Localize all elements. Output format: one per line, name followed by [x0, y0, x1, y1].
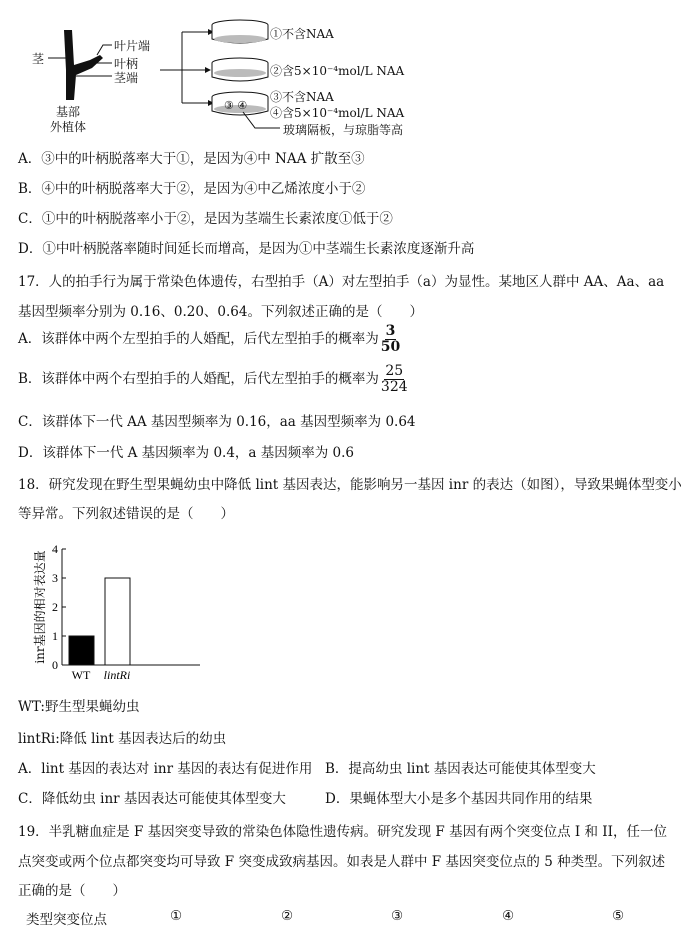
table-header-1: ① — [170, 908, 183, 924]
petri-dish-1 — [212, 20, 268, 43]
y-tick-label: 2 — [52, 600, 58, 614]
table-header-5: ⑤ — [612, 908, 625, 924]
x-tick-label: lintRi — [103, 668, 131, 682]
stem-end-label: 茎端 — [114, 71, 139, 85]
q18-stem-2: 等异常。下列叙述错误的是（ ） — [18, 506, 234, 522]
petiole-label: 叶柄 — [114, 57, 139, 71]
glass-divider-label: 玻璃隔板，与琼脂等高 — [283, 123, 404, 137]
q18-option-b: B．提高幼虫 lint 基因表达可能使其体型变大 — [325, 761, 596, 777]
explant-label-1: 基部 — [56, 105, 81, 119]
table-header-type: 类型突变位点 — [26, 912, 107, 928]
dish-3-label: ③不含NAA — [270, 90, 334, 104]
q18-option-c: C．降低幼虫 inr 基因表达可能使其体型变大 — [18, 791, 286, 807]
q17-option-d: D．该群体下一代 A 基因频率为 0.4，a 基因频率为 0.6 — [18, 445, 355, 461]
q17-option-a — [18, 324, 400, 355]
y-tick-label: 1 — [52, 629, 58, 643]
q19-stem-2: 点突变或两个位点都突变均可导致 F 突变成致病基因。如表是人群中 F 基因突变位点的 5 种类型。下列叙述 — [18, 854, 666, 870]
table-header-3: ③ — [391, 908, 404, 924]
dish-2-label: ②含5×10⁻⁴mol/L NAA — [270, 64, 405, 78]
q18-note-lintri: lintRi:降低 lint 基因表达后的幼虫 — [18, 731, 227, 747]
numerator: 3 — [385, 323, 396, 339]
dish-1-label: ①不含NAA — [270, 27, 334, 41]
q16-option-a: A．③中的叶柄脱落率大于①，是因为④中 NAA 扩散至③ — [18, 151, 365, 167]
q17-option-b — [18, 364, 408, 395]
table-header-4: ④ — [502, 908, 515, 924]
dish-3-inner-label: ③ ④ — [224, 99, 248, 112]
explant-label-2: 外植体 — [50, 120, 87, 134]
q19-stem-1: 19．半乳糖血症是 F 基因突变导致的常染色体隐性遗传病。研究发现 F 基因有两个突变位点 I 和 II，任一位 — [18, 824, 667, 840]
denominator: 324 — [380, 379, 408, 395]
inr-expression-chart — [0, 530, 200, 690]
fraction — [381, 324, 400, 355]
q19-stem-3: 正确的是（ ） — [18, 883, 126, 899]
q18-stem-1: 18．研究发现在野生型果蝇幼虫中降低 lint 基因表达，能影响另一基因 inr 的表达（如图），导致果蝇体型变小 — [18, 477, 682, 493]
q16-option-d: D．①中叶柄脱落率随时间延长而增高，是因为①中茎端生长素浓度逐渐升高 — [18, 241, 475, 257]
table-header-2: ② — [281, 908, 294, 924]
petri-dish-2 — [212, 58, 268, 81]
q16-option-b: B．④中的叶柄脱落率大于②，是因为④中乙烯浓度小于② — [18, 181, 366, 197]
y-tick-label: 3 — [52, 571, 58, 585]
x-tick-label: WT — [71, 668, 91, 682]
numerator: 25 — [385, 363, 404, 379]
y-tick-label: 4 — [52, 542, 58, 556]
bar-WT — [69, 636, 94, 665]
explant-drawing — [64, 30, 103, 100]
q18-option-d: D．果蝇体型大小是多个基因共同作用的结果 — [325, 791, 593, 807]
y-axis-label: inr基因的相对表达量 — [33, 550, 47, 664]
q17-stem-1: 17．人的拍手行为属于常染色体遗传，右型拍手（A）对左型拍手（a）为显性。某地区人群中 AA、Aa、aa — [18, 274, 665, 290]
y-tick-label: 0 — [52, 658, 58, 672]
blade-end-label: 叶片端 — [114, 39, 151, 53]
q17-stem-2: 基因型频率分别为 0.16、0.20、0.64。下列叙述正确的是（ ） — [18, 304, 423, 320]
dish-4-label: ④含5×10⁻⁴mol/L NAA — [270, 106, 405, 120]
fraction — [381, 364, 408, 395]
q16-option-c: C．①中的叶柄脱落率小于②，是因为茎端生长素浓度①低于② — [18, 211, 393, 227]
q17-option-b-text: B．该群体中两个右型拍手的人婚配，后代左型拍手的概率为 — [18, 371, 379, 387]
q17-option-c: C．该群体下一代 AA 基因型频率为 0.16，aa 基因型频率为 0.64 — [18, 414, 416, 430]
denominator: 50 — [380, 339, 401, 355]
q18-option-a: A．lint 基因的表达对 inr 基因的表达有促进作用 — [18, 761, 313, 777]
bar-lintRi — [105, 578, 130, 665]
q18-note-wt: WT:野生型果蝇幼虫 — [18, 699, 140, 715]
stem-label: 茎 — [32, 52, 45, 66]
q17-option-a-text: A．该群体中两个左型拍手的人婚配，后代左型拍手的概率为 — [18, 331, 379, 347]
